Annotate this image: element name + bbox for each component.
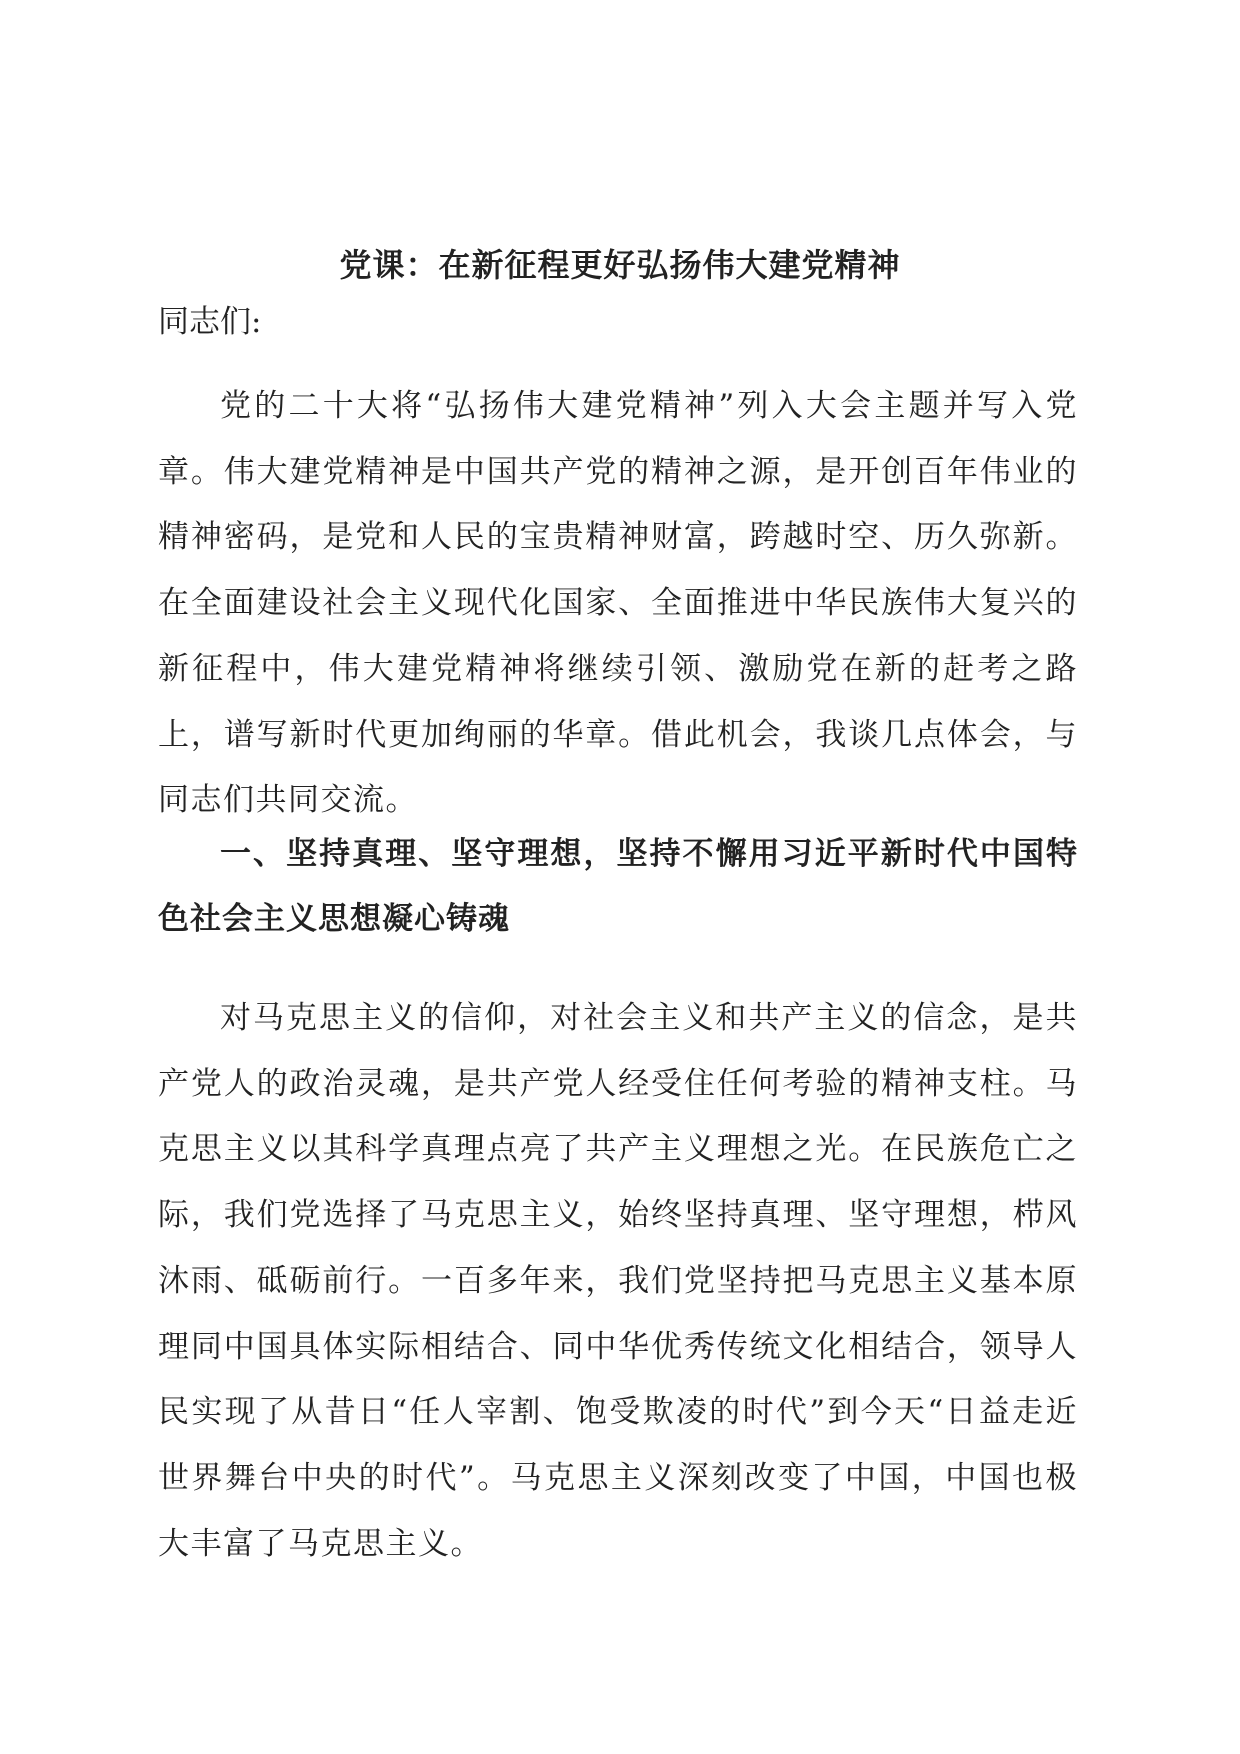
salutation: 同志们: <box>158 304 262 340</box>
paragraph-section-1: 对马克思主义的信仰，对社会主义和共产主义的信念，是共产党人的政治灵魂，是共产党人经受住任何考验的精神支柱。马克思主义以其科学真理点亮了共产主义理想之光。在民族危亡之际，我们党选择了马克思主义，始终坚持真理、坚守理想，栉风沐雨、砥砺前行。一百多年来，我们党坚持把马克思主义基本原理同中国具体实际相结合、同中华优秀传统文化相结合，领导人民实现了从昔日“任人宰割、饱受欺凌的时代”到今天“日益走近世界舞台中央的时代”。马克思主义深刻改变了中国，中国也极大丰富了马克思主义。 <box>158 1000 1078 1562</box>
paragraph-intro: 党的二十大将“弘扬伟大建党精神”列入大会主题并写入党章。伟大建党精神是中国共产党的精神之源，是开创百年伟业的精神密码，是党和人民的宝贵精神财富，跨越时空、历久弥新。在全面建设社会主义现代化国家、全面推进中华民族伟大复兴的新征程中，伟大建党精神将继续引领、激励党在新的赶考之路上，谱写新时代更加绚丽的华章。借此机会，我谈几点体会，与同志们共同交流。 <box>158 388 1078 819</box>
document-title: 党课：在新征程更好弘扬伟大建党精神 <box>339 246 901 285</box>
section-heading-1: 一、坚持真理、坚守理想，坚持不懈用习近平新时代中国特色社会主义思想凝心铸魂 <box>158 836 1078 937</box>
